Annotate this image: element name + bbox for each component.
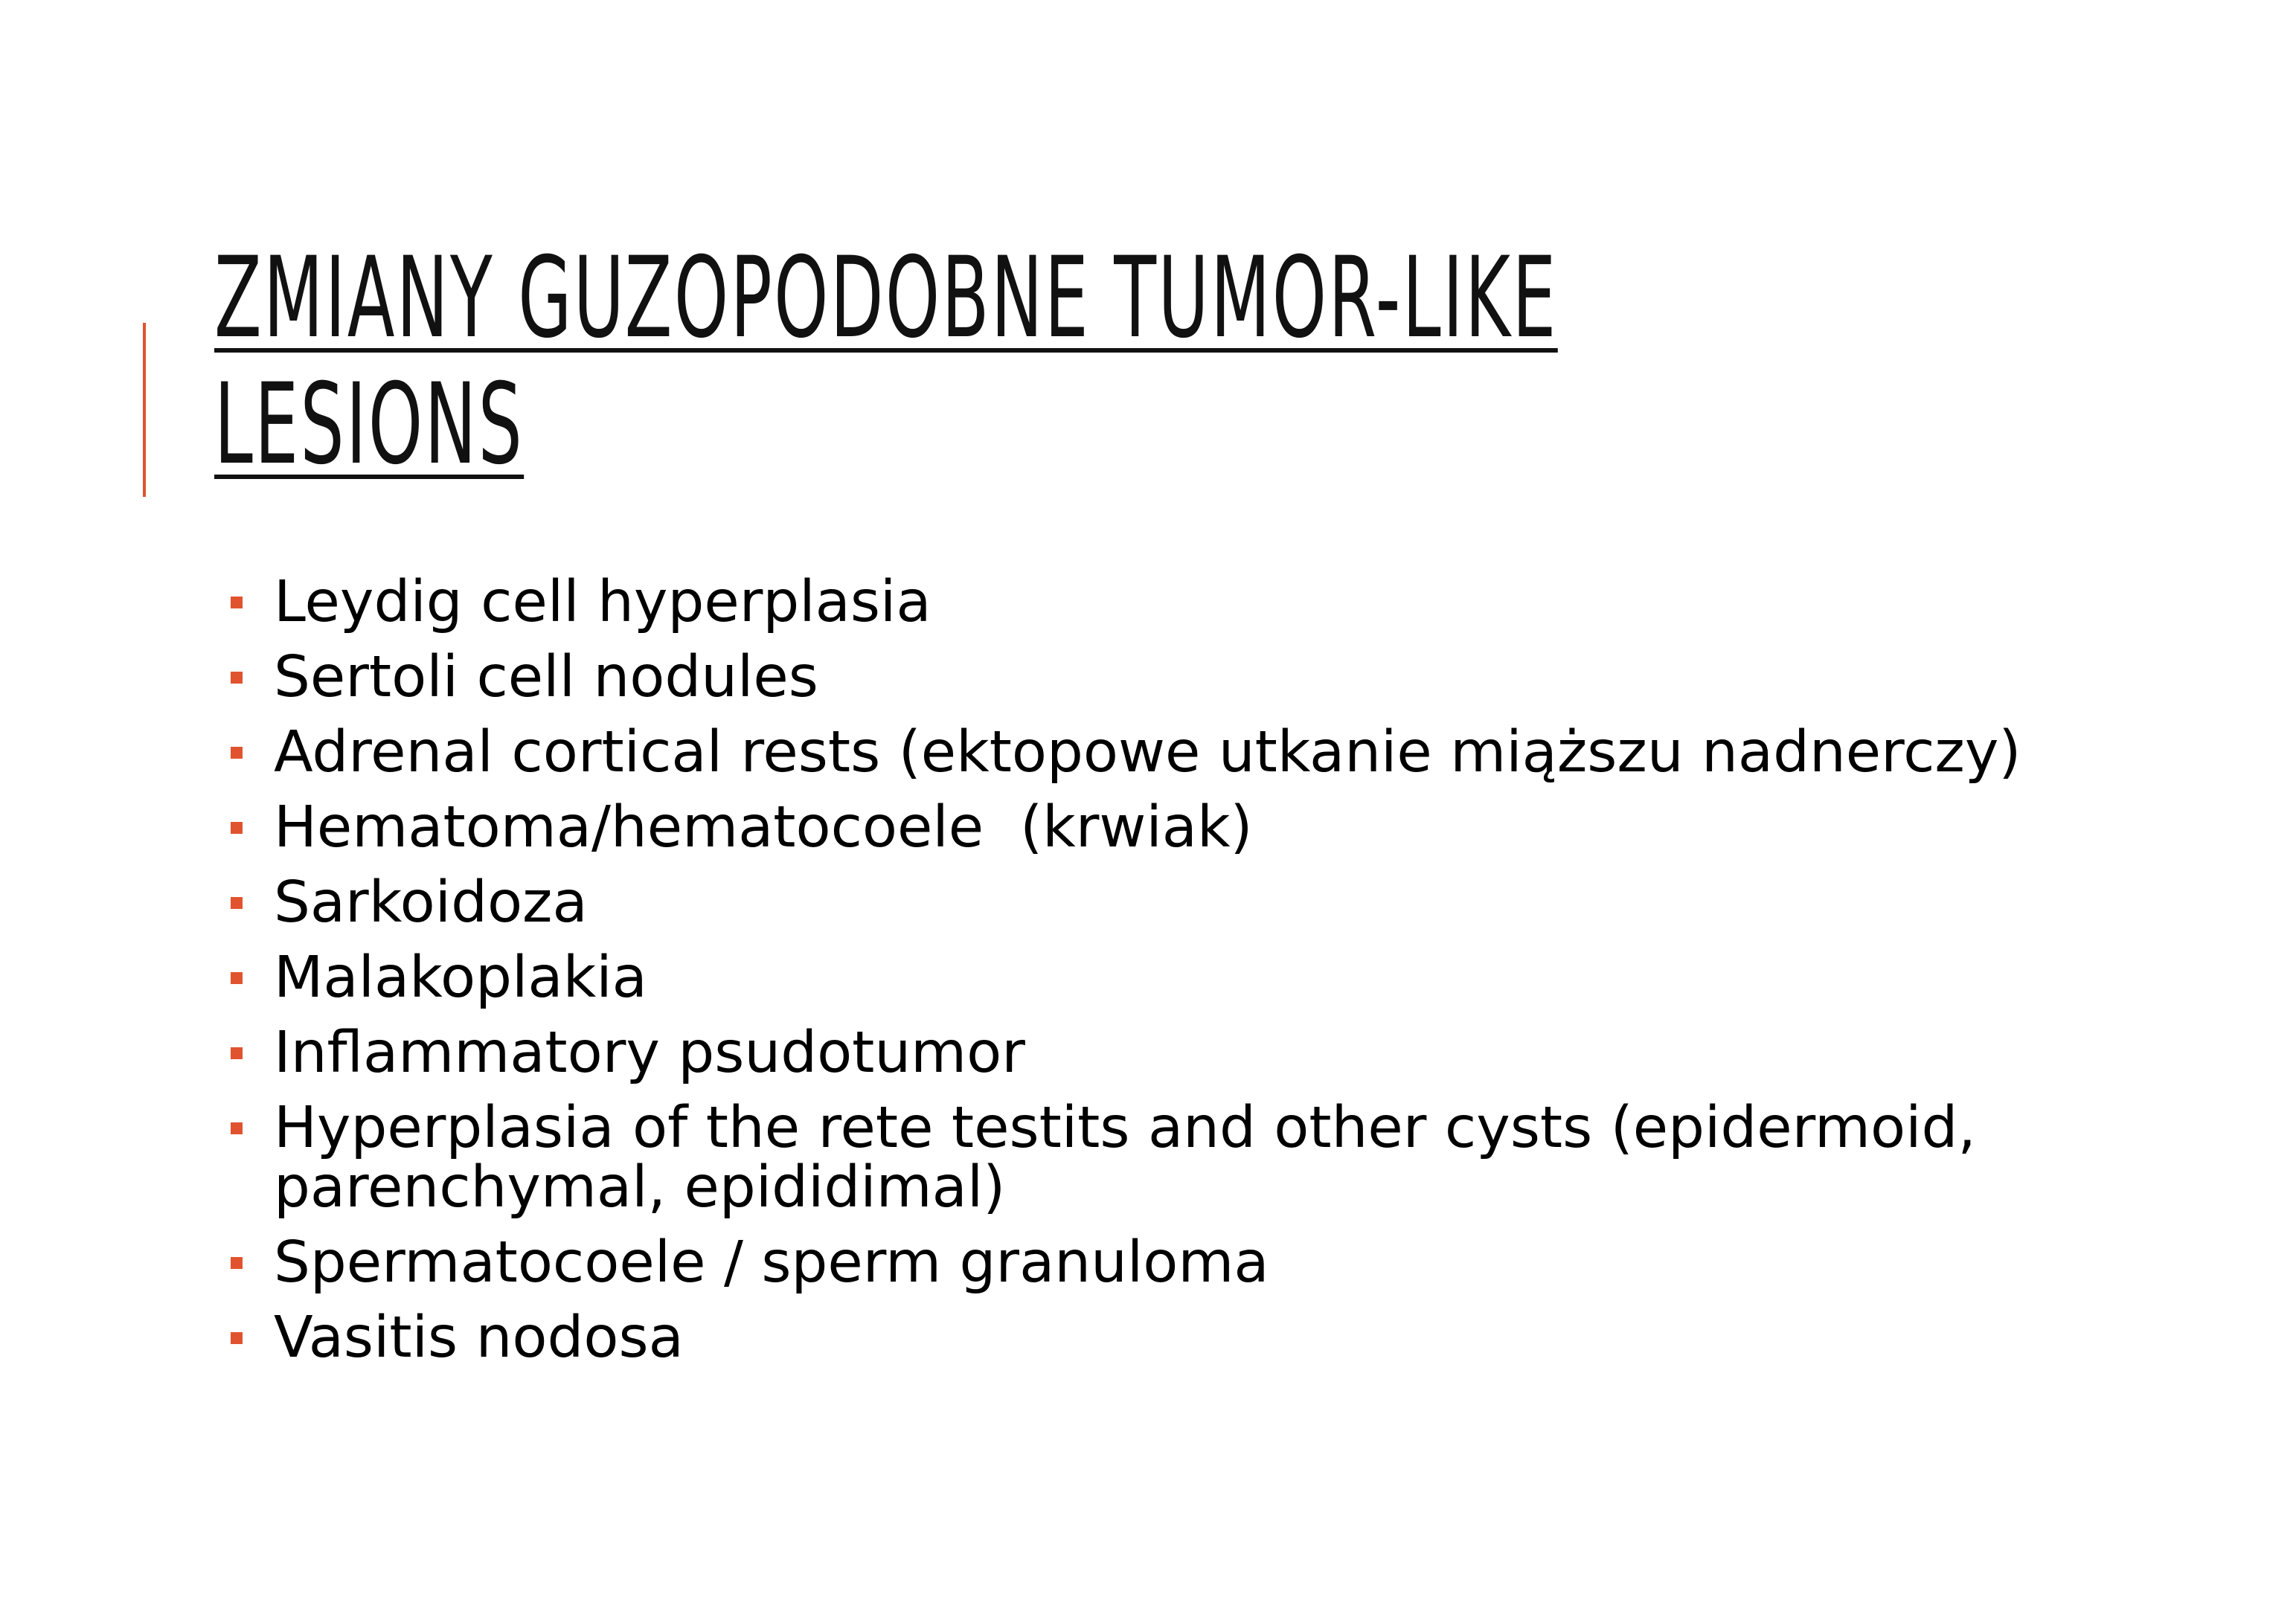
- list-item: [223, 794, 2083, 861]
- list-item: [223, 644, 2083, 710]
- square-bullet-icon: [231, 1047, 243, 1059]
- list-item-text: Hyperplasia of the rete testits and other cysts (epidermoid, parenchymal, epididimal): [274, 1095, 1976, 1221]
- list-item: [223, 1305, 2083, 1371]
- square-bullet-icon: [231, 1122, 243, 1134]
- square-bullet-icon: [231, 1332, 243, 1344]
- square-bullet-icon: [231, 1257, 243, 1269]
- list-item-text: Vasitis nodosa: [274, 1305, 684, 1371]
- square-bullet-icon: [231, 972, 243, 984]
- list-item-text: Spermatocoele / sperm granuloma: [274, 1230, 1269, 1296]
- list-item: [223, 569, 2083, 635]
- list-item-text: Adrenal cortical rests (ektopowe utkanie miąższu nadnerczy): [274, 719, 2021, 785]
- accent-bar: [143, 323, 146, 497]
- slide-title: [214, 234, 1558, 489]
- list-item-text: Leydig cell hyperplasia: [274, 569, 931, 635]
- list-item: [223, 1020, 2083, 1086]
- square-bullet-icon: [231, 747, 243, 759]
- list-item-text: Hematoma/hematocoele (krwiak): [274, 794, 1253, 861]
- list-item: [223, 719, 2083, 785]
- bullet-list: [223, 569, 2083, 1383]
- list-item: [223, 1230, 2083, 1296]
- list-item-text: Sarkoidoza: [274, 870, 588, 936]
- square-bullet-icon: [231, 672, 243, 684]
- square-bullet-icon: [231, 897, 243, 909]
- list-item: [223, 1095, 2083, 1221]
- list-item: [223, 870, 2083, 936]
- list-item-text: Malakoplakia: [274, 945, 647, 1011]
- list-item: [223, 945, 2083, 1011]
- slide-title-text: ZMIANY GUZOPODOBNE TUMOR-LIKE LESIONS: [214, 234, 1558, 489]
- list-item-text: Sertoli cell nodules: [274, 644, 818, 710]
- square-bullet-icon: [231, 597, 243, 608]
- list-item-text: Inflammatory psudotumor: [274, 1020, 1025, 1086]
- square-bullet-icon: [231, 822, 243, 834]
